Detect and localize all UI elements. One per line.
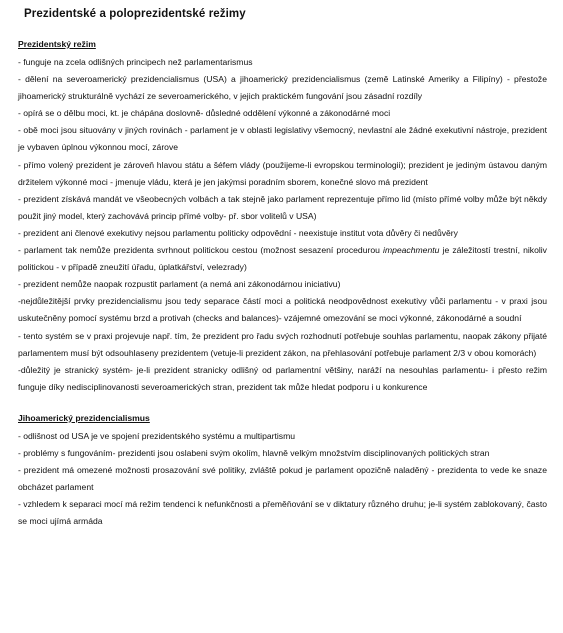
list-item: - dělení na severoamerický prezidencialismus (USA) a jihoamerický prezidencialismus (země Latinské Ameriky a Filipíny) - přestože jihoamerický strukturálně vychází ze severoamerického, v jejich praktickém fungování jsou zásadní rozdíly: [18, 74, 547, 102]
document-title: Prezidentské a poloprezidentské režimy: [24, 8, 246, 20]
section-prezidentsky-rezim: [18, 38, 547, 396]
list-item: - prezident ani členové exekutivy nejsou parlamentu politicky odpovědní - neexistuje institut vota důvěry či nedůvěry: [18, 227, 458, 238]
list-item: - prezident má omezené možnosti prosazování své politiky, zvláště pokud je parlament opozičně naladěný - prezidenta to vede ke snaze obcházet parlament: [18, 465, 547, 493]
list-item: -důležitý je stranický systém- je-li prezident stranicky odlišný od parlamentní většiny, naráží na nesouhlas parlamentu- i přesto režim funguje díky nedisciplinovanosti severoamerických stran, prezident tak může hledat podporu i u konkurence: [18, 364, 547, 392]
list-item: - přímo volený prezident je zároveň hlavou státu a šéfem vlády (použijeme-li evropskou terminologii); prezident je jediným ústavou daným držitelem výkonné moci - jmenuje vládu, která je jen jakýmsi poradním sborem, konečné slovo má prezident: [18, 159, 547, 187]
section-heading: Prezidentský režim: [18, 39, 96, 49]
section-heading: Jihoamerický prezidencialismus: [18, 412, 150, 423]
list-item: - prezident nemůže naopak rozpustit parlament (a nemá ani zákonodárnou iniciativu): [18, 279, 341, 290]
list-item: - prezident získává mandát ve všeobecných volbách a tak stejně jako parlament reprezentuje přímo lid (místo přímé volby může být někdy použit jiný model, který zachovává princip přímé volby- př. sbor volitelů v USA): [18, 193, 547, 221]
list-item: - tento systém se v praxi projevuje např. tím, že prezident pro řadu svých rozhodnutí potřebuje souhlas parlamentu, naopak zákony přijaté parlamentem musí být odsouhlaseny prezidentem (vetuje-li prezident zákon, na přehlasování potřebuje parlament 2/3 v obou komorách): [18, 330, 547, 358]
list-item: - obě moci jsou situovány v jiných rovinách - parlament je v oblasti legislativy všemocný, nevlastní ale žádné exekutivní nástroje, prezident je vybaven úplnou výkonnou mocí, zárove: [18, 125, 547, 153]
list-item: - vzhledem k separaci mocí má režim tendenci k nefunkčnosti a přeměňování se v diktatury různého druhu; je-li systém zablokovaný, často se moci ujímá armáda: [18, 499, 547, 527]
emphasis-text: impeachmentu: [383, 245, 440, 256]
list-item: - problémy s fungováním- prezidenti jsou oslabeni svým okolím, hlavně velkým množstvím disciplinovaných politických stran: [18, 447, 490, 458]
list-item: - opírá se o dělbu moci, kt. je chápána doslovně- důsledné oddělení výkonné a zákonodárné moci: [18, 108, 391, 119]
list-item: - odlišnost od USA je ve spojení prezidentského systému a multipartismu: [18, 430, 296, 441]
list-item: - funguje na zcela odlišných principech než parlamentarismus: [18, 57, 253, 67]
section-jihoamericky-prezidencialismus: [18, 412, 547, 531]
list-item: -nejdůležitější prvky prezidencialismu jsou tedy separace částí moci a politická neodpovědnost exekutivy vůči parlamentu - v praxi jsou uskutečněny pomocí systému brzd a protivah (checks and balances)- vzájemné omezování se moci výkonné, zákonodárné a soudní: [18, 296, 547, 324]
list-item: - parlament tak nemůže prezidenta svrhnout politickou cestou (možnost sesazení procedurou impeachmentu je záležitostí trestní, nikoliv politickou - v případě zneužití úřadu, úplatkářství, velezrady): [18, 245, 547, 273]
